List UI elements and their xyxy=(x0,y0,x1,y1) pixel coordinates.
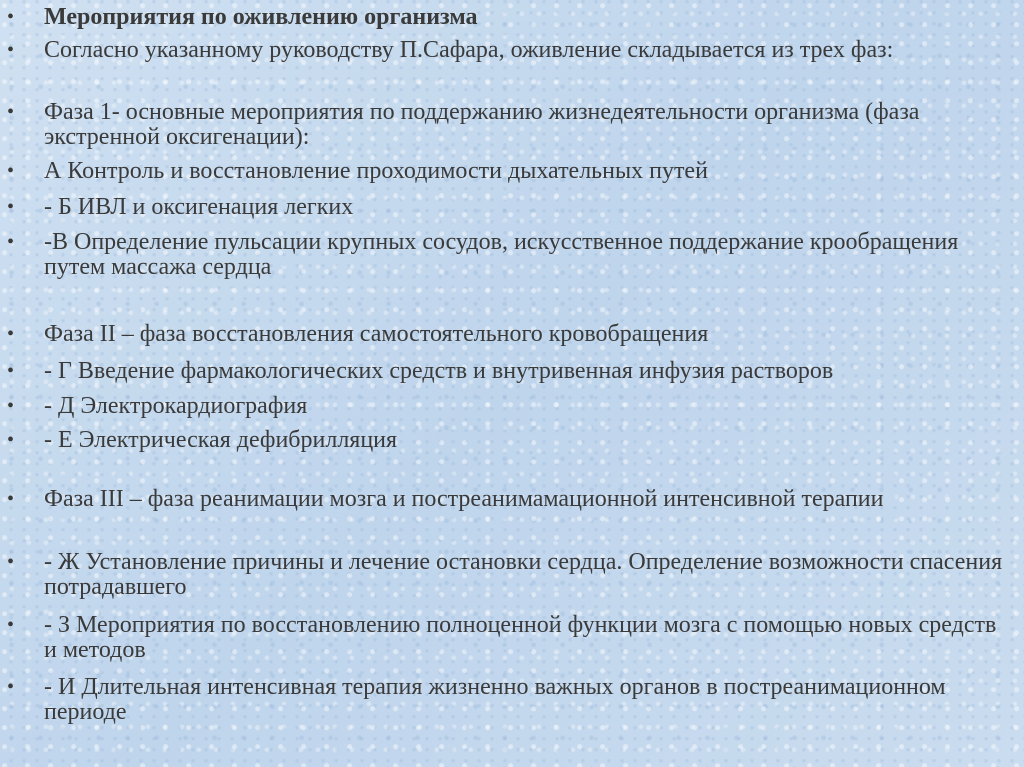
bullet-icon: • xyxy=(7,360,15,382)
bullet-icon: • xyxy=(7,488,15,510)
list-item-text: А Контроль и восстановление проходимости дыхательных путей xyxy=(44,158,708,184)
bullet-icon: • xyxy=(7,231,15,253)
bullet-icon: • xyxy=(7,160,15,182)
bullet-icon: • xyxy=(7,39,15,61)
list-item-text: - Г Введение фармакологических средств и внутривенная инфузия растворов xyxy=(44,358,834,384)
list-item-text: Фаза 1- основные мероприятия по поддержанию жизнедеятельности организма (фаза экстренной оксигенации): xyxy=(44,99,920,150)
list-item-text: - И Длительная интенсивная терапия жизненно важных органов в постреанимационном периоде xyxy=(44,674,946,725)
bullet-icon: • xyxy=(7,395,15,417)
list-item-text: - З Мероприятия по восстановлению полноценной функции мозга с помощью новых средств и методов xyxy=(44,612,997,663)
list-item-text: -В Определение пульсации крупных сосудов, искусственное поддержание крообращения путем массажа сердца xyxy=(44,229,959,280)
list-item-text: Фаза III – фаза реанимации мозга и постреанимамационной интенсивной терапии xyxy=(44,486,884,512)
slide-title: Мероприятия по оживлению организма xyxy=(44,4,478,30)
bullet-icon: • xyxy=(7,614,15,636)
list-item-text: - Е Электрическая дефибрилляция xyxy=(44,427,398,453)
list-item-text: - Б ИВЛ и оксигенация легких xyxy=(44,194,354,220)
bullet-icon: • xyxy=(7,323,15,345)
bullet-icon: • xyxy=(7,196,15,218)
list-item-text: - Д Электрокардиография xyxy=(44,393,308,419)
list-item-text: - Ж Установление причины и лечение остановки сердца. Определение возможности спасения потрадавшего xyxy=(44,549,1003,600)
bullet-icon: • xyxy=(7,429,15,451)
bullet-icon: • xyxy=(7,101,15,123)
bullet-icon: • xyxy=(7,551,15,573)
list-item-text: Согласно указанному руководству П.Сафара, оживление складывается из трех фаз: xyxy=(44,37,894,63)
list-item-text: Фаза II – фаза восстановления самостоятельного кровобращения xyxy=(44,321,709,347)
bullet-icon: • xyxy=(7,676,15,698)
bullet-icon: • xyxy=(7,6,15,28)
